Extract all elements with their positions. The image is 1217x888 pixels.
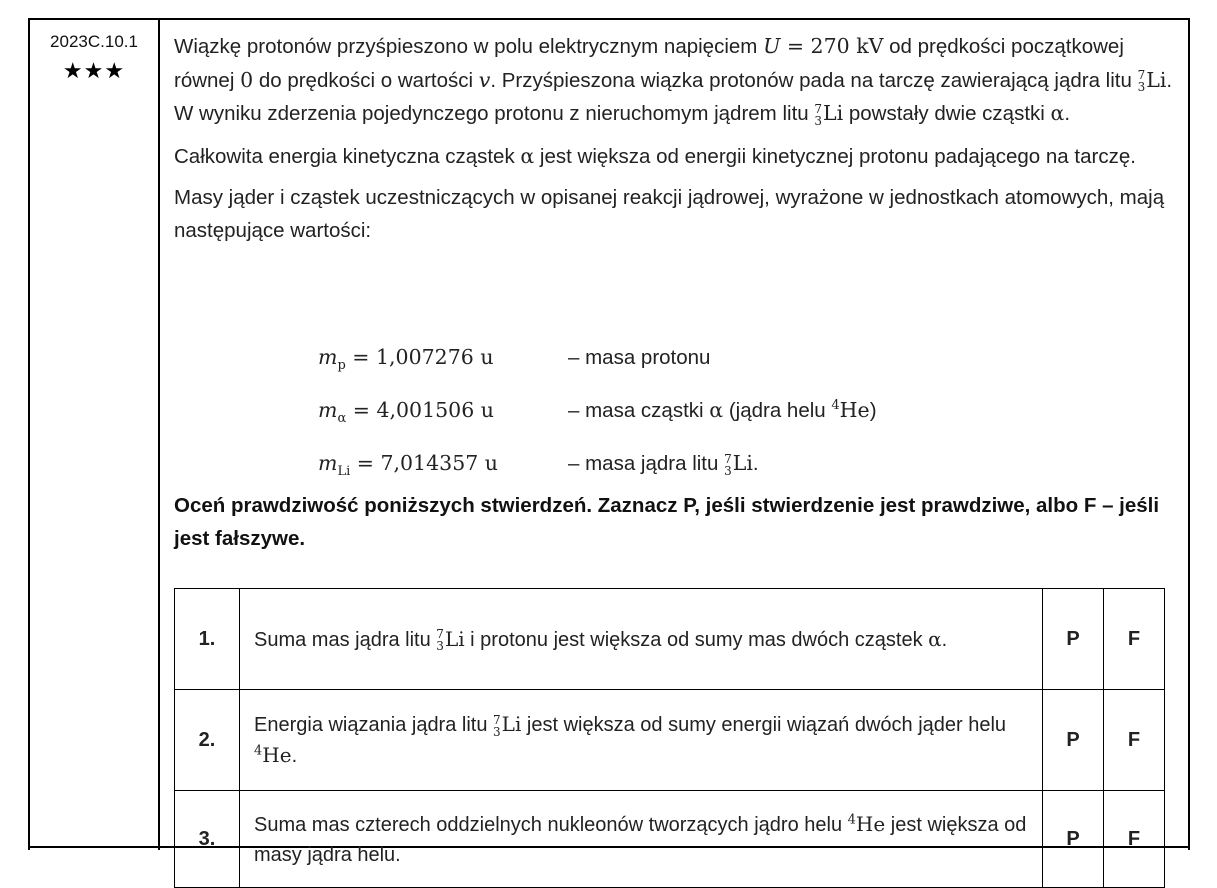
statement-text: Suma mas jądra litu 7 3 Li i protonu jest większa od sumy mas dwóch cząstek α. (240, 589, 1043, 690)
difficulty-stars: ★★★ (62, 58, 126, 83)
task-content (174, 30, 1174, 247)
answer-f-option[interactable]: F (1104, 690, 1165, 791)
answer-f-option[interactable]: F (1104, 589, 1165, 690)
answer-p-option[interactable]: P (1043, 589, 1104, 690)
statement-text: Suma mas czterech oddzielnych nukleonów tworzących jądro helu $^4$He jest większa od masy jądra helu. (240, 791, 1043, 888)
lithium-isotope-notation: 7 3 (814, 101, 822, 128)
task-id: 2023C.10.1 (50, 32, 138, 51)
table-row (175, 690, 1165, 791)
column-divider (158, 18, 160, 850)
table-row (175, 589, 1165, 690)
statement-number: 3. (175, 791, 240, 888)
lithium-isotope-notation: 7 3 (1137, 68, 1146, 95)
answer-f-option[interactable]: F (1104, 791, 1165, 888)
statement-text: Energia wiązania jądra litu 7 3 Li jest większa od sumy energii wiązań dwóch jąder helu $^4$He. (240, 690, 1043, 791)
intro-paragraph-1: Wiązkę protonów przyśpieszono w polu elektrycznym napięciem U = 270 kV od prędkości początkowej równej 0 do prędkości o wartości v. Przyśpieszona wiązka protonów pada na tarczę zawierającą jądra litu 7 3 Li. W wyniku zderzenia pojedynczego protonu z nieruchomym jądrem litu 7 3 Li powstały dwie cząstki α. (174, 34, 1173, 128)
answer-p-option[interactable]: P (1043, 791, 1104, 888)
mass-alpha: $m_\alpha = 4,001506$ u – masa cząstki α (jądra helu $^4$He) (318, 398, 877, 427)
true-false-table (174, 588, 1165, 888)
lithium-isotope-notation: 7 3 (724, 451, 732, 478)
mass-proton: $m_p = 1,007276$ u – masa protonu (318, 345, 711, 374)
table-row (175, 791, 1165, 888)
lithium-isotope-notation: 7 3 (493, 712, 501, 739)
mass-lithium: $m_{Li} = 7,014357$ u – masa jądra litu 7 3 Li. (318, 451, 759, 480)
instruction-text: Oceń prawdziwość poniższych stwierdzeń. Zaznacz P, jeśli stwierdzenie jest prawdziwe, albo F – jeśli jest fałszywe. (174, 494, 1160, 550)
intro-paragraph-3: Masy jąder i cząstek uczestniczących w opisanej reakcji jądrowej, wyrażone w jednostkach atomowych, mają następujące wartości: (174, 186, 1165, 242)
statement-number: 2. (175, 690, 240, 791)
statement-number: 1. (175, 589, 240, 690)
lithium-isotope-notation: 7 3 (436, 627, 444, 654)
intro-paragraph-2: Całkowita energia kinetyczna cząstek α jest większa od energii kinetycznej protonu padającego na tarczę. (174, 143, 1136, 168)
answer-p-option[interactable]: P (1043, 690, 1104, 791)
